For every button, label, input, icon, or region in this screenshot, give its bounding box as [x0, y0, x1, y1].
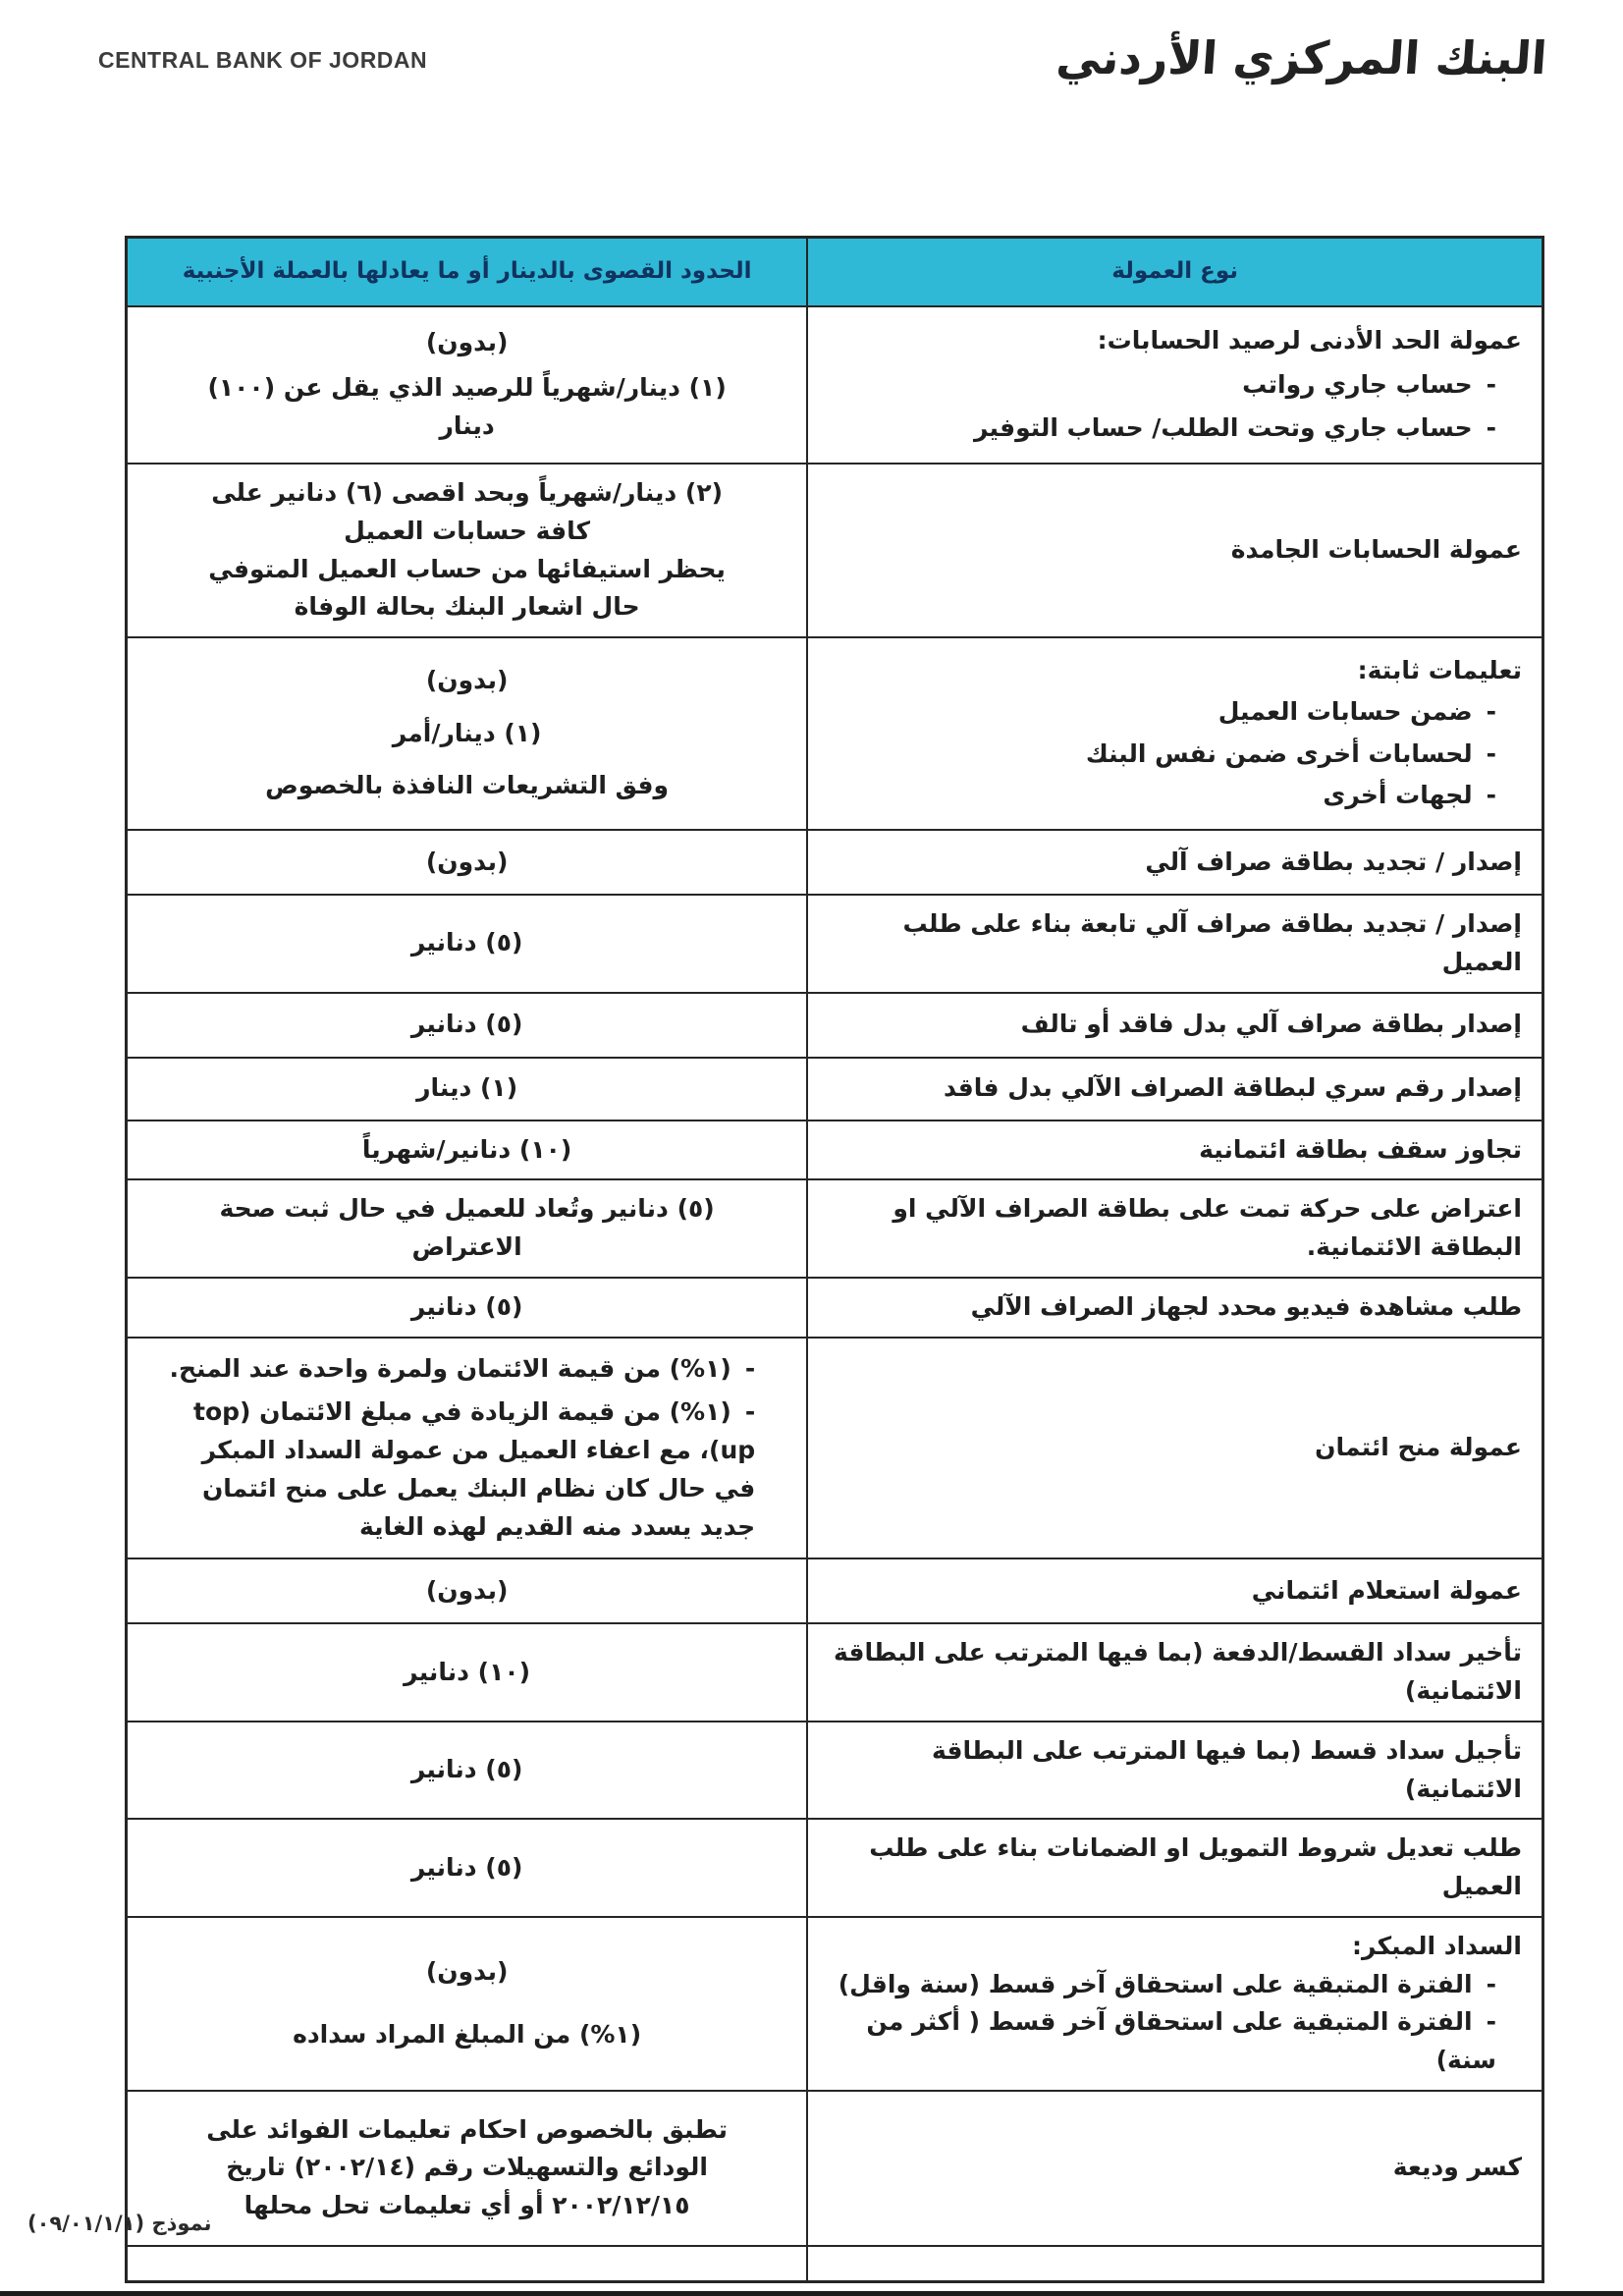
commission-type-cell: [806, 1559, 1542, 1622]
limit-value: وفق التشريعات النافذة بالخصوص: [265, 770, 670, 799]
commission-type-text: تأجيل سداد قسط (بما فيها المترتب على البطاقة الائتمانية): [931, 1735, 1522, 1803]
limit-cell: [128, 1624, 806, 1721]
table-row: [128, 1178, 1542, 1277]
limit-value: (٥) دنانير: [410, 1755, 523, 1784]
table-row-empty: [128, 2245, 1542, 2280]
commission-type-text: كسر وديعة: [1392, 2153, 1522, 2182]
limit-value: (١٠) دنانير/شهرياً: [361, 1134, 572, 1164]
commission-type-text: عمولة منح ائتمان: [1315, 1433, 1522, 1461]
limit-value: (٥) دنانير: [410, 1291, 523, 1321]
table-row: [128, 1818, 1542, 1916]
commission-type-text: تأخير سداد القسط/الدفعة (بما فيها المترتب على البطاقة الائتمانية): [834, 1638, 1522, 1705]
limit-value: (١) دينار/أمر: [392, 718, 542, 747]
limit-cell: [128, 1918, 806, 2090]
table-row: [128, 1558, 1542, 1622]
commission-type-cell: [806, 1180, 1542, 1277]
limit-cell: [128, 2247, 806, 2280]
table-row: [128, 463, 1542, 636]
commission-type-cell: [806, 2247, 1542, 2280]
limit-value: يحظر استيفائها من حساب العميل المتوفي حال اشعار البنك بحالة الوفاة: [208, 554, 726, 622]
list-item: - الفترة المتبقية على استحقاق آخر قسط (سنة واقل): [828, 1966, 1522, 2004]
commission-type-cell: [806, 307, 1542, 463]
limit-value: (بدون): [425, 1575, 509, 1605]
limit-value: (بدون): [425, 1956, 509, 1986]
limit-cell: [128, 1279, 806, 1337]
list-item: - حساب جاري وتحت الطلب/ حساب التوفير: [828, 410, 1522, 448]
list-item: - ضمن حسابات العميل: [828, 693, 1522, 732]
commission-type-cell: [806, 1722, 1542, 1819]
limit-value: (بدون): [425, 328, 509, 357]
commission-type-title: السداد المبكر:: [1352, 1931, 1522, 1960]
limit-value: (١٠) دنانير: [404, 1657, 531, 1686]
table-row: [128, 894, 1542, 992]
commission-type-cell: [806, 1279, 1542, 1337]
fees-table-wrap: [125, 236, 1544, 2283]
limit-value: (١) دينار: [416, 1073, 518, 1103]
limit-cell: [128, 465, 806, 636]
table-row: [128, 1622, 1542, 1721]
table-row: [128, 1916, 1542, 2090]
limit-cell: [128, 1121, 806, 1179]
limit-cell: [128, 831, 806, 894]
commission-type-text: إصدار بطاقة صراف آلي بدل فاقد أو تالف: [1020, 1010, 1522, 1039]
limit-value: (بدون): [425, 666, 509, 695]
table-row: [128, 992, 1542, 1057]
commission-type-cell: [806, 994, 1542, 1057]
table-row: [128, 1120, 1542, 1179]
table-row: [128, 1721, 1542, 1819]
commission-type-text: عمولة استعلام ائتماني: [1251, 1575, 1522, 1605]
limit-cell: [128, 1339, 806, 1558]
limit-cell: [128, 1059, 806, 1120]
list-item: - (١%) من قيمة الائتمان ولمرة واحدة عند المنح.: [153, 1350, 781, 1389]
commission-type-title: عمولة الحد الأدنى لرصيد الحسابات:: [1097, 326, 1522, 355]
commission-type-cell: [806, 1121, 1542, 1179]
table-row: [128, 636, 1542, 829]
fees-table: [125, 236, 1544, 2283]
commission-type-cell: [806, 2092, 1542, 2245]
form-number: نموذج (٠٩/٠١/١/١): [27, 2212, 212, 2235]
limit-value: (٥) دنانير وتُعاد للعميل في حال ثبت صحة الاعتراض: [219, 1194, 715, 1261]
table-row: [128, 1337, 1542, 1558]
limit-cell: [128, 1180, 806, 1277]
limit-value: تطبق بالخصوص احكام تعليمات الفوائد على الودائع والتسهيلات رقم (٢٠٠٢/١٤) تاريخ ٢٠٠٢/١٢/١٥ أو أي تعليمات تحل محلها: [206, 2114, 728, 2220]
commission-type-cell: [806, 465, 1542, 636]
limit-cell: [128, 2092, 806, 2245]
commission-type-cell: [806, 1820, 1542, 1916]
commission-type-text: طلب مشاهدة فيديو محدد لجهاز الصراف الآلي: [970, 1291, 1522, 1321]
table-row: [128, 1277, 1542, 1337]
limit-value: (١%) من المبلغ المراد سداده: [293, 2020, 642, 2050]
commission-type-text: عمولة الحسابات الجامدة: [1230, 535, 1522, 565]
table-row: [128, 829, 1542, 894]
limit-value: (٥) دنانير: [410, 928, 523, 957]
limit-value: (٥) دنانير: [410, 1852, 523, 1882]
commission-type-text: إصدار / تجديد بطاقة صراف آلي تابعة بناء على طلب العميل: [902, 909, 1522, 976]
commission-type-title: تعليمات ثابتة:: [1357, 655, 1522, 684]
table-row: [128, 305, 1542, 463]
limit-cell: [128, 896, 806, 992]
limit-cell: [128, 1820, 806, 1916]
commission-type-cell: [806, 1624, 1542, 1721]
list-item: - لجهات أخرى: [828, 777, 1522, 815]
limit-value: (٥) دنانير: [410, 1010, 523, 1039]
commission-type-cell: [806, 638, 1542, 829]
list-item: - لحسابات أخرى ضمن نفس البنك: [828, 736, 1522, 774]
commission-type-text: إصدار / تجديد بطاقة صراف آلي: [1145, 847, 1522, 876]
commission-type-text: إصدار رقم سري لبطاقة الصراف الآلي بدل فاقد: [943, 1073, 1522, 1103]
commission-type-cell: [806, 1339, 1542, 1558]
commission-type-text: اعتراض على حركة تمت على بطاقة الصراف الآلي او البطاقة الائتمانية.: [893, 1194, 1522, 1261]
bank-name-english: CENTRAL BANK OF JORDAN: [98, 47, 428, 73]
limit-cell: [128, 1559, 806, 1622]
header-limit-label: الحدود القصوى بالدينار أو ما يعادلها بالعملة الأجنبية: [182, 258, 752, 285]
commission-type-text: طلب تعديل شروط التمويل او الضمانات بناء على طلب العميل: [869, 1833, 1522, 1900]
commission-type-text: تجاوز سقف بطاقة ائتمانية: [1199, 1134, 1522, 1164]
list-item: - الفترة المتبقية على استحقاق آخر قسط ( أكثر من سنة): [828, 2003, 1522, 2080]
table-row: [128, 1057, 1542, 1120]
commission-type-cell: [806, 1059, 1542, 1120]
list-item: - حساب جاري رواتب: [828, 366, 1522, 405]
limit-value: (٢) دينار/شهرياً وبحد اقصى (٦) دنانير على كافة حسابات العميل: [211, 478, 724, 545]
limit-value: (بدون): [425, 847, 509, 876]
scan-artifact-line: [0, 2291, 1623, 2296]
limit-value: (١) دينار/شهرياً للرصيد الذي يقل عن (١٠٠) دينار: [207, 373, 727, 440]
commission-type-cell: [806, 896, 1542, 992]
table-header-row: [128, 239, 1542, 305]
limit-cell: [128, 307, 806, 463]
limit-cell: [128, 994, 806, 1057]
header-limit-cell: [128, 239, 806, 305]
bank-logo-arabic: البنك المركزي الأردني: [1054, 31, 1548, 84]
header-commission-type-cell: [806, 239, 1542, 305]
list-item: - (١%) من قيمة الزيادة في مبلغ الائتمان (top up)، مع اعفاء العميل من عمولة السداد المبكر في حال كان نظام البنك يعمل على منح ائتمان جديد يسدد منه القديم لهذه الغاية: [153, 1394, 781, 1546]
limit-cell: [128, 638, 806, 829]
limit-cell: [128, 1722, 806, 1819]
commission-type-cell: [806, 1918, 1542, 2090]
table-row: [128, 2090, 1542, 2245]
header-type-label: نوع العمولة: [1111, 258, 1238, 285]
commission-type-cell: [806, 831, 1542, 894]
